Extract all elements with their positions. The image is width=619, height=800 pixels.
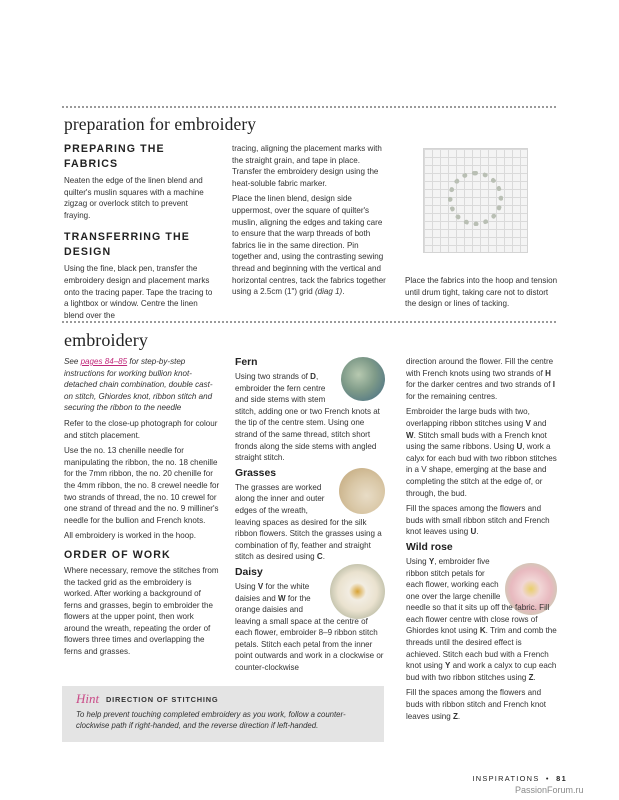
heading-order-of-work: ORDER OF WORK [64, 548, 171, 561]
section-title-embroidery: embroidery [64, 330, 148, 350]
wreath-design-image [448, 171, 503, 226]
hint-box [62, 686, 384, 742]
middle-divider [62, 321, 556, 323]
text-refer-photo: Refer to the close-up photograph for colour and stitch placement. [64, 418, 218, 440]
text-daisy-continued: direction around the flower. Fill the centre with French knots using two strands of H for the darker centres and two strands of I for the remaining centres. [406, 357, 555, 401]
prep-column-1 [64, 142, 216, 325]
embroidery-column-1 [64, 356, 220, 662]
text-hoop: All embroidery is worked in the hoop. [64, 531, 196, 541]
text-grasses: The grasses are worked along the inner and outer edges of the wreath, leaving spaces as desired for the silk ribbon flowers. Stitch the grasses using a combination of fly, feather and straight stitch as desired using C. [235, 482, 382, 562]
pages-link[interactable]: pages 84–85 [80, 357, 128, 366]
heading-fern: Fern [235, 357, 258, 368]
prep-column-2 [232, 143, 387, 302]
heading-transferring-design: TRANSFERRING THE DESIGN [64, 231, 190, 259]
text-needles: Use the no. 13 chenille needle for manipulating the ribbon, the no. 18 chenille for the 7mm ribbon, the no. 20 chenille for the 4mm ribbon, the no. 8 crewel needle for two strands of thread, the no. 10 crewel for one strand of thread and the no. 9 milliner's needle for the bullion and French knots. [64, 446, 220, 525]
text-fill-spaces-2: Fill the spaces among the flowers and buds with ribbon stitch and French knot leaves using Z. [406, 688, 547, 721]
text-order-of-work: Where necessary, remove the stitches from the tacked grid as the embroidery is worked. After working a background of ferns and grasses, begin to embroider the flowers at the upper point, then work around the wreath, repeating the order of flowers three times and overlapping the ferns and grasses. [64, 565, 219, 657]
top-divider [62, 106, 556, 108]
hoop-photo-grid [423, 148, 528, 253]
page-number: 81 [556, 774, 567, 783]
hint-text: To help prevent touching completed embroidery as you work, follow a counter-clockwise path if right-handed, and the reverse direction if left-handed. [76, 710, 346, 731]
heading-preparing-fabrics: PREPARING THE FABRICS [64, 143, 165, 170]
page-footer [472, 774, 567, 783]
text-wild-rose: Using Y, embroider five ribbon stitch petals for each flower, working each one over the large chenille needle so that it sits up off the fabric. Fill each flower centre with close rows of Ghiordes knot using K. Trim and comb the threads until the desired effect is achieved. Stitch each bud with a French knot using Y and work a calyx to cup each bud with two ribbon stitches using Z. [406, 556, 557, 682]
text-tracing: tracing, aligning the placement marks with the straight grain, and tape in place. Transfer the embroidery design using the heat-soluble fabric marker. [232, 144, 382, 188]
text-preparing-fabrics: Neaten the edge of the linen blend and quilter's muslin squares with a machine zigzag or overlock stitch to prevent fraying. [64, 176, 204, 220]
text-place-linen: Place the linen blend, design side uppermost, over the square of quilter's muslin, aligning the edges and taking care to ensure that the warp threads of both fabrics lie in the same direction. Pin together and, using the contrasting sewing thread and beginning with the vertical and horizontal centres, tack the fabrics together using a 2.5cm (1") grid (diag 1). [232, 194, 386, 297]
embroidery-column-2 [235, 357, 385, 678]
heading-daisy: Daisy [235, 566, 263, 578]
footer-label: INSPIRATIONS [472, 774, 540, 783]
intro-see-pages: See pages 84–85 for step-by-step instructions for working bullion knot-detached chain combination, double cast-on stitch, Ghiordes knot, ribbon stitch and securing the ribbon to the needle [64, 357, 213, 413]
hint-label: Hint [76, 691, 100, 706]
text-fill-spaces-1: Fill the spaces among the flowers and buds with small ribbon stitch and French knot leaves using U. [406, 504, 550, 537]
embroidery-column-3 [406, 356, 558, 726]
photo-caption: Place the fabrics into the hoop and tension until drum tight, taking care not to distort the design or lines of tacking. [405, 276, 558, 309]
heading-wild-rose: Wild rose [406, 541, 453, 553]
section-title-preparation: preparation for embroidery [64, 114, 257, 134]
text-large-buds: Embroider the large buds with two, overlapping ribbon stitches using V and W. Stitch small buds with a French knot using the same ribbons. Using U, work a calyx for each bud with two ribbon stitches in a V shape, emerging at the base and completing the stitch at the edge of, or through, the bud. [406, 407, 557, 498]
hint-title: DIRECTION OF STITCHING [106, 695, 219, 704]
watermark: PassionForum.ru [515, 785, 584, 795]
heading-grasses: Grasses [235, 467, 277, 479]
text-transferring-design: Using the fine, black pen, transfer the embroidery design and placement marks onto the tracing paper. Tape the tracing to a lightbox or window. Centre the linen blend over the [64, 264, 213, 320]
footer-separator: • [545, 774, 550, 783]
text-fern: Using two strands of D, embroider the fern centre and side stems with stem stitch, adding one or two French knots at the tip of the centre stem. Using one strand of the same thread, stitch short fronds along the side stems with angled straight stitch. [235, 372, 380, 463]
text-daisy: Using V for the white daisies and W for the orange daisies and leaving a small space at the centre of each flower, embroider 8–9 ribbon stitch petals. Stitch each petal from the inner point outwards and work in a clockwise or counter-clockwise [235, 581, 384, 673]
